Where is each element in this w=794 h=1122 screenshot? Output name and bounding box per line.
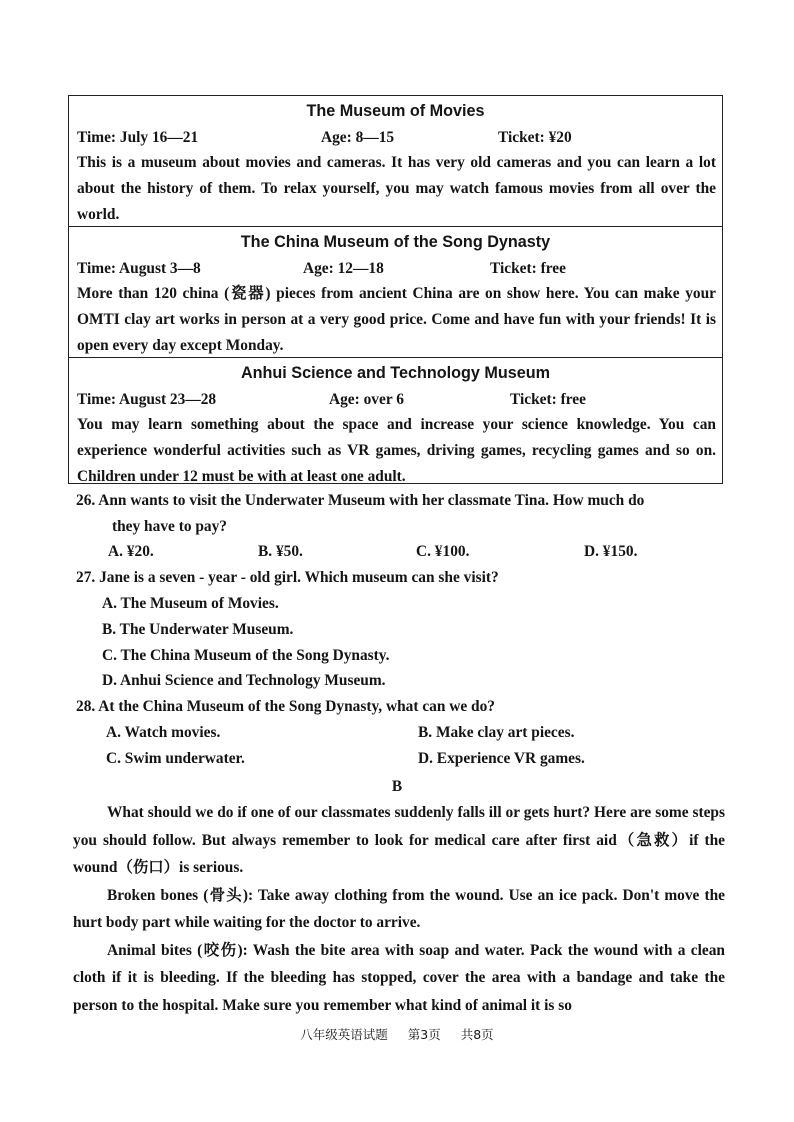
passage-paragraph: What should we do if one of our classmates suddenly falls ill or gets hurt? Here are some steps you should follow. But always remember to look for medical care after first aid（急救）if the wound（伤口）is serious. <box>73 804 725 876</box>
question-27-option-c[interactable]: C. The China Museum of the Song Dynasty. <box>102 647 390 664</box>
museum-time: Time: August 23—28 <box>77 391 217 408</box>
museum-info-row <box>77 257 722 281</box>
question-26-option-b[interactable]: B. ¥50. <box>258 543 303 560</box>
museum-description: This is a museum about movies and cameras. It has very old cameras and you can learn a lot about the history of them. To relax yourself, you may watch famous movies from all over the world. <box>77 154 716 223</box>
museum-ticket: Ticket: free <box>490 260 566 277</box>
museum-title: Anhui Science and Technology Museum <box>240 364 551 382</box>
museum-song-dynasty <box>69 227 722 358</box>
museum-title: The China Museum of the Song Dynasty <box>240 233 551 251</box>
question-26-option-c[interactable]: C. ¥100. <box>416 543 470 560</box>
page-footer <box>0 1025 794 1043</box>
question-27-option-a[interactable]: A. The Museum of Movies. <box>102 595 279 612</box>
question-26-stem: 26. Ann wants to visit the Underwater Museum with her classmate Tina. How much do <box>76 492 645 509</box>
question-26-option-a[interactable]: A. ¥20. <box>108 543 154 560</box>
museum-info-row <box>77 388 722 412</box>
question-28-option-b[interactable]: B. Make clay art pieces. <box>418 724 575 741</box>
question-28-option-c[interactable]: C. Swim underwater. <box>106 750 245 767</box>
question-26-option-d[interactable]: D. ¥150. <box>584 543 638 560</box>
museum-ticket: Ticket: ¥20 <box>498 129 572 146</box>
footer-subject: 八年级英语试题 <box>300 1027 388 1042</box>
question-27-stem: 27. Jane is a seven - year - old girl. Which museum can she visit? <box>76 569 499 586</box>
question-26-stem-cont: they have to pay? <box>112 518 228 535</box>
museum-table <box>68 95 723 484</box>
passage-paragraph: Broken bones (骨头): Take away clothing from the wound. Use an ice pack. Don't move the hurt body part while waiting for the doctor to arrive. <box>73 886 725 931</box>
museum-age: Age: over 6 <box>329 391 404 408</box>
museum-description: More than 120 china (瓷器) pieces from ancient China are on show here. You can make your OMTI clay art works in person at a very good price. Come and have fun with your friends! It is open every day except Monday. <box>77 285 716 354</box>
section-b-heading: B <box>391 778 403 795</box>
museum-title: The Museum of Movies <box>306 102 485 120</box>
footer-page-number: 第3页 <box>407 1027 441 1042</box>
museum-movies <box>69 96 722 227</box>
question-27-option-b[interactable]: B. The Underwater Museum. <box>102 621 294 638</box>
question-28-option-a[interactable]: A. Watch movies. <box>106 724 221 741</box>
passage <box>73 799 725 1019</box>
museum-description: You may learn something about the space and increase your science knowledge. You can experience wonderful activities such as VR games, driving games, recycling games and so on. Children under 12 must be with at least one adult. <box>77 416 716 485</box>
question-28-stem: 28. At the China Museum of the Song Dynasty, what can we do? <box>76 698 496 715</box>
museum-anhui-science <box>69 358 722 483</box>
museum-age: Age: 12—18 <box>303 260 384 277</box>
museum-info-row <box>77 126 722 150</box>
museum-age: Age: 8—15 <box>321 129 395 146</box>
passage-paragraph: Animal bites (咬伤): Wash the bite area with soap and water. Pack the wound with a clean cloth if it is bleeding. If the bleeding has stopped, cover the area with a bandage and take the person to the hospital. Make sure you remember what kind of animal it is so <box>73 941 725 1014</box>
question-27-option-d[interactable]: D. Anhui Science and Technology Museum. <box>102 672 386 689</box>
question-28-option-d[interactable]: D. Experience VR games. <box>418 750 585 767</box>
museum-ticket: Ticket: free <box>510 391 586 408</box>
museum-time: Time: August 3—8 <box>77 260 201 277</box>
museum-time: Time: July 16—21 <box>77 129 199 146</box>
footer-total-pages: 共8页 <box>460 1027 494 1042</box>
